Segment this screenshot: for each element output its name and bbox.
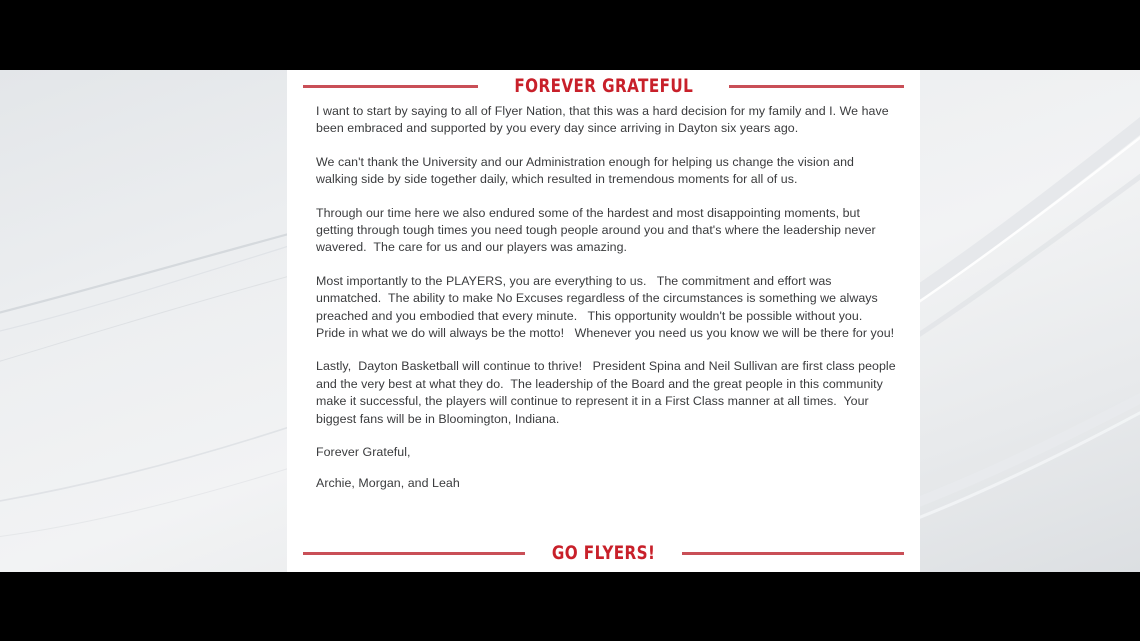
letter-paragraph-1: I want to start by saying to all of Flyer Nation, that this was a hard decision for my family and I. We have been embraced and supported by you every day since arriving in Dayton six years ago. [316, 104, 893, 136]
header-title: FOREVER GRATEFUL [514, 74, 693, 97]
letter-paragraph-3: Through our time here we also endured some of the hardest and most disappointing moments, but getting through tough times you need tough people around you and that's where the leadership never wavered. The care for us and our players was amazing. [316, 205, 880, 255]
header-rule-right [729, 85, 904, 88]
letter-signers: Archie, Morgan, and Leah [316, 475, 460, 490]
letter-footer-banner [287, 540, 920, 566]
letter-paragraph-4: Most importantly to the PLAYERS, you are everything to us. The commitment and effort was unmatched. The ability to make No Excuses regardless of the circumstances is something we always preached and you embodied that every minute. This opportunity wouldn't be possible without you. Pride in what we do will always be the motto! Whenever you need us you know we will be there for you! [316, 273, 895, 341]
letterbox-bar-bottom [0, 572, 1140, 641]
footer-rule-left [303, 552, 525, 555]
letter-body [316, 103, 900, 492]
letter-paragraph-5: Lastly, Dayton Basketball will continue to thrive! President Spina and Neil Sullivan are first class people and the very best at what they do. The leadership of the Board and the great people in this community make it successful, the players will continue to represent it in a First Class manner at all times. Your biggest fans will be in Bloomington, Indiana. [316, 359, 900, 426]
letter-paragraph-2: We can't thank the University and our Administration enough for helping us change the vision and walking side by side together daily, which resulted in tremendous moments for all of us. [316, 154, 858, 187]
footer-rule-right [682, 552, 904, 555]
letter-card [287, 70, 920, 572]
letterbox-bar-top [0, 0, 1140, 70]
letter-header-banner [287, 73, 920, 99]
header-rule-left [303, 85, 478, 88]
letter-signoff: Forever Grateful, [316, 445, 411, 460]
footer-title: GO FLYERS! [551, 541, 656, 564]
